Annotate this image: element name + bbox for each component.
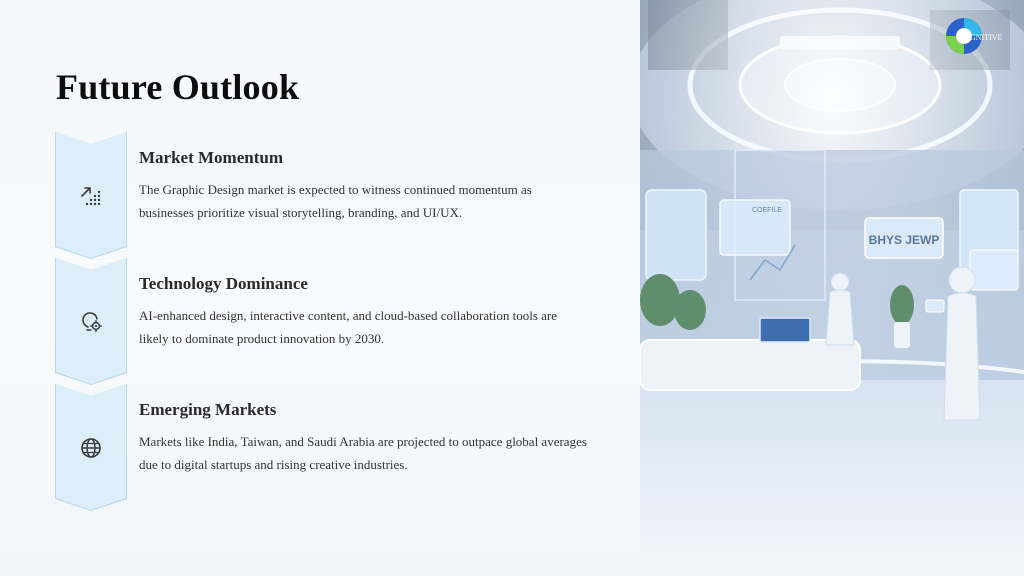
futuristic-office-image [640, 0, 1024, 576]
outlook-step-emerging-markets [0, 384, 640, 512]
cognitive-logo [940, 12, 1020, 64]
step-description: The Graphic Design market is expected to witness continued momentum as businesses prioritize visual storytelling, branding, and UI/UX. [139, 182, 532, 220]
step-title: Emerging Markets [139, 400, 277, 419]
step-description: AI-enhanced design, interactive content, and cloud-based collaboration tools are likely to dominate product innovation by 2030. [139, 308, 558, 346]
step-title: Market Momentum [139, 148, 283, 167]
lightbulb-gear-icon [79, 310, 103, 334]
screen-label: BHYS JEWP [868, 233, 940, 247]
outlook-step-market-momentum [0, 132, 640, 260]
step-description: Markets like India, Taiwan, and Saudi Arabia are projected to outpace global averages due to digital startups and rising creative industries. [139, 434, 587, 472]
screen-label: COEFILE [752, 207, 782, 214]
slide-title: Future Outlook [56, 67, 300, 107]
logo-text: GNITIVE [970, 33, 1003, 42]
office-illustration [640, 0, 1024, 576]
globe-icon [79, 436, 103, 460]
step-title: Technology Dominance [139, 274, 308, 293]
growth-chart-icon [79, 184, 103, 208]
outlook-step-technology-dominance [0, 258, 640, 386]
